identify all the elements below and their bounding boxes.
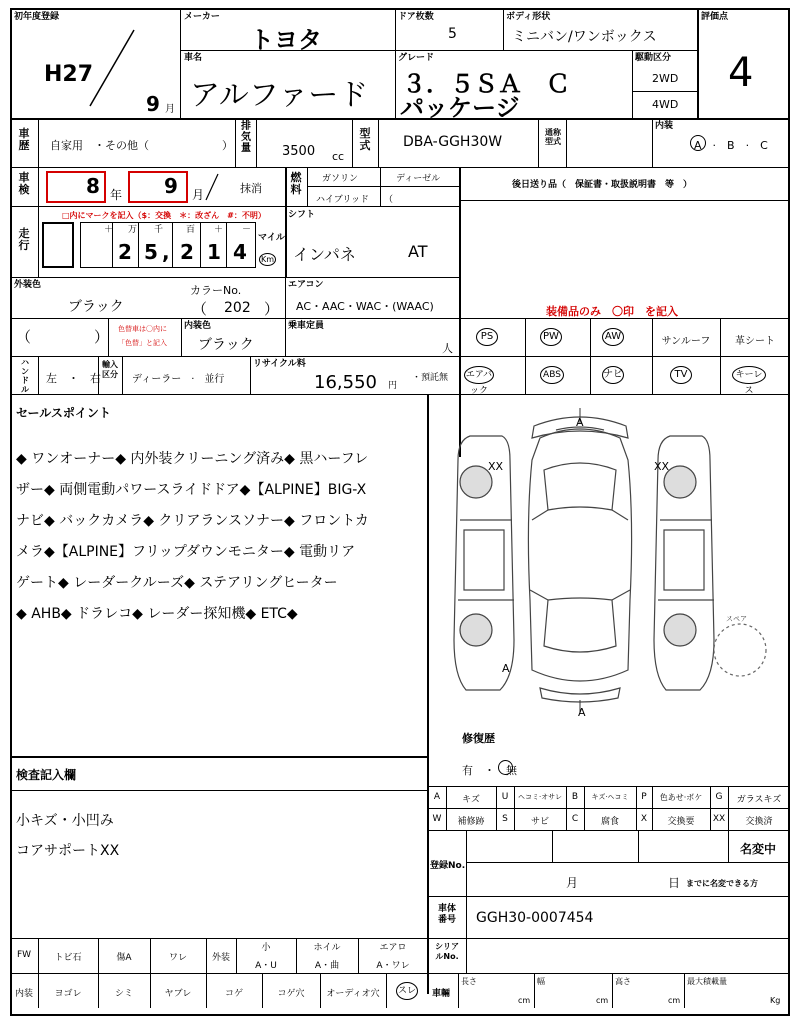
bottom-cell: 外装 bbox=[211, 953, 230, 963]
legend-desc: サビ bbox=[530, 817, 549, 827]
mileage-note: □内にマークを記入（$：交換 ＊：改ざん #：不明） bbox=[62, 211, 266, 220]
divider bbox=[525, 318, 526, 394]
unit-label: 百 bbox=[186, 225, 196, 235]
repair-value: 有 ・ 無 bbox=[462, 764, 517, 777]
grade-line2: パッケージ bbox=[400, 94, 520, 122]
divider bbox=[459, 356, 790, 357]
divider bbox=[250, 356, 251, 394]
unit-label: 万 bbox=[128, 225, 138, 235]
divider bbox=[378, 118, 379, 167]
row-divider bbox=[10, 167, 790, 168]
paren-open: （ bbox=[192, 300, 208, 318]
length-label: 長さ bbox=[461, 977, 477, 986]
year-unit: 年 bbox=[110, 188, 123, 202]
divider bbox=[386, 973, 387, 1008]
int-color-label: 内装色 bbox=[184, 321, 212, 331]
history-label: 車歴 bbox=[18, 127, 30, 152]
mileage-digit: 5 bbox=[144, 240, 158, 264]
mile-label: マイル bbox=[258, 233, 285, 243]
equip-keyless: キーレス bbox=[732, 366, 766, 384]
recycle-fee: 16,550 bbox=[314, 372, 377, 393]
divider bbox=[534, 973, 535, 1008]
legend-code: W bbox=[432, 814, 442, 824]
fuel-paren: （ bbox=[384, 195, 394, 205]
bottom-cell: コゲ穴 bbox=[277, 989, 305, 999]
fuel-label: 燃料 bbox=[290, 171, 302, 196]
sales-line: ◆ ワンオーナー◆ 内外装クリーニング済み◆ 黒ハーフレ bbox=[16, 451, 369, 467]
car-damage-diagram bbox=[430, 400, 786, 720]
inspection-note: コアサポートXX bbox=[16, 843, 120, 859]
recycle-label: リサイクル料 bbox=[253, 359, 306, 369]
first-reg-year: H27 bbox=[44, 62, 94, 87]
paren-close: ） bbox=[264, 300, 280, 318]
divider bbox=[181, 318, 182, 356]
sales-points bbox=[16, 444, 424, 630]
divider bbox=[285, 167, 287, 277]
recycle-unit: 円 bbox=[388, 381, 398, 391]
sales-title: セールスポイント bbox=[16, 406, 111, 420]
unit-label: － bbox=[242, 225, 252, 235]
length-unit: cm bbox=[518, 996, 531, 1005]
paren-close: ） bbox=[94, 328, 110, 346]
divider bbox=[552, 830, 553, 862]
mileage-digit: 1 bbox=[207, 240, 221, 264]
divider bbox=[459, 200, 790, 201]
weight-unit: Kg bbox=[770, 996, 781, 1005]
mileage-marker-box bbox=[42, 222, 74, 268]
slash-mark bbox=[82, 28, 142, 108]
legend-desc: 補修跡 bbox=[457, 817, 485, 827]
weight-label: 最大積載量 bbox=[687, 977, 727, 986]
capacity-label: 乗車定員 bbox=[288, 321, 325, 331]
damage-mark: XX bbox=[654, 460, 670, 473]
deposit: ・預託無 bbox=[412, 373, 449, 383]
height-label: 高さ bbox=[615, 977, 631, 986]
insp-month: 9 bbox=[164, 174, 178, 198]
sales-line: ナビ◆ バックカメラ◆ クリアランスソナー◆ フロントカ bbox=[16, 513, 369, 529]
unit-label: ＋ bbox=[214, 225, 224, 235]
bottom-cell: ワレ bbox=[168, 953, 187, 963]
divider bbox=[235, 118, 236, 167]
legend-desc: キズ·ヘコミ bbox=[591, 793, 629, 801]
mileage-digit: 2 bbox=[118, 240, 132, 264]
ext-color-label: 外装色 bbox=[14, 280, 42, 290]
legend-desc: ガラスキズ bbox=[736, 795, 782, 805]
mileage-label: 走行 bbox=[18, 227, 30, 252]
rating-label: 評価点 bbox=[701, 12, 729, 22]
divider bbox=[428, 938, 790, 939]
inspection-notes-title: 検査記入欄 bbox=[16, 768, 77, 782]
history: 自家用 ・その他（ bbox=[50, 139, 149, 152]
divider bbox=[566, 118, 567, 167]
color-no-label: カラーNo. bbox=[190, 284, 242, 297]
divider bbox=[285, 277, 286, 318]
drive-2wd: 2WD bbox=[652, 72, 679, 85]
divider bbox=[458, 973, 459, 1008]
bottom-cell: ホイル bbox=[313, 943, 341, 953]
divider bbox=[538, 118, 539, 167]
slash-mark bbox=[204, 172, 220, 202]
legend-desc: 色あせ·ボケ bbox=[659, 793, 703, 802]
damage-mark: A bbox=[578, 706, 586, 719]
handle: 左 ・ 右 bbox=[46, 372, 101, 385]
equip-airbag: エアバック bbox=[464, 366, 494, 384]
insp-year: 8 bbox=[86, 174, 100, 198]
divider bbox=[10, 973, 790, 974]
divider bbox=[307, 186, 459, 187]
reg-month-unit: 月 bbox=[566, 876, 579, 890]
legend-code: P bbox=[641, 792, 647, 802]
sales-line: メラ◆【ALPINE】フリップダウンモニター◆ 電動リア bbox=[16, 544, 356, 560]
height-unit: cm bbox=[668, 996, 681, 1005]
fuel-diesel: ディーゼル bbox=[396, 174, 441, 184]
divider bbox=[428, 786, 790, 787]
equip-navi: ナビ bbox=[602, 366, 624, 384]
bottom-cell: 小 bbox=[261, 943, 271, 953]
row-divider bbox=[10, 206, 460, 207]
shift-label: シフト bbox=[288, 210, 316, 220]
color-change-note: 「色替」と記入 bbox=[118, 339, 167, 347]
divider bbox=[652, 318, 653, 394]
common-model-label: 通称型式 bbox=[545, 128, 561, 146]
inspection-note: 小キズ・小凹み bbox=[16, 813, 114, 829]
car-name-label: 車名 bbox=[184, 53, 203, 63]
divider bbox=[428, 896, 790, 897]
sales-line: ゲート◆ レーダークルーズ◆ ステアリングヒーター bbox=[16, 575, 338, 591]
fuel-hybrid: ハイブリッド bbox=[316, 195, 370, 205]
divider bbox=[138, 222, 139, 268]
interior-label: 内装 bbox=[655, 121, 674, 131]
row-divider bbox=[10, 277, 460, 278]
divider bbox=[466, 830, 467, 896]
ac-options: AC・AAC・WAC・(WAAC) bbox=[296, 300, 434, 313]
color-no: 202 bbox=[224, 300, 251, 316]
transmission: AT bbox=[408, 242, 428, 261]
handle-label: ハンドル bbox=[21, 358, 29, 394]
divider bbox=[38, 167, 39, 206]
legend-desc: 交換要 bbox=[667, 817, 695, 827]
color-change-note: 色替車は〇内に bbox=[118, 325, 167, 333]
row-divider bbox=[10, 756, 428, 758]
bottom-cell: エアロ bbox=[379, 943, 407, 953]
unit-label: ＋ bbox=[104, 225, 114, 235]
bottom-cell: シミ bbox=[114, 989, 133, 999]
legend-desc: キズ bbox=[462, 795, 480, 805]
reg-no-label: 登録No. bbox=[430, 861, 466, 871]
spare-label: スペア bbox=[726, 615, 747, 623]
damage-mark: XX bbox=[488, 460, 504, 473]
bottom-cell: A・U bbox=[255, 961, 277, 971]
legend-code: B bbox=[571, 792, 579, 802]
sales-line: ザー◆ 両側電動パワースライドドア◆【ALPINE】BIG-X bbox=[16, 482, 367, 498]
displacement-unit: cc bbox=[332, 150, 345, 163]
divider bbox=[466, 896, 467, 938]
drive-4wd: 4WD bbox=[652, 98, 679, 111]
legend-desc: 腐食 bbox=[600, 817, 619, 827]
legend-desc: 交換済 bbox=[745, 817, 773, 827]
legend-code: G bbox=[715, 792, 723, 802]
displacement: 3500 bbox=[282, 144, 316, 159]
shift: インパネ bbox=[293, 245, 356, 264]
unit-label: 千 bbox=[154, 225, 164, 235]
divider bbox=[466, 938, 467, 973]
grade-label: グレード bbox=[398, 53, 435, 63]
divider bbox=[697, 8, 699, 118]
divider bbox=[38, 356, 39, 394]
docs-label: 後日送り品（ 保証書・取扱説明書 等 ） bbox=[512, 180, 693, 190]
divider bbox=[380, 167, 381, 206]
fuel-gasoline: ガソリン bbox=[322, 174, 359, 184]
ext-color: ブラック bbox=[68, 299, 124, 315]
capacity-unit: 人 bbox=[442, 342, 453, 355]
divider bbox=[172, 222, 173, 268]
damage-mark: A bbox=[576, 416, 584, 429]
divider bbox=[10, 790, 428, 791]
serial-label: シリアルNo. bbox=[435, 942, 459, 961]
legend-code: S bbox=[502, 814, 508, 824]
divider bbox=[226, 222, 227, 268]
bottom-cell: A・ワレ bbox=[376, 961, 410, 971]
bottom-label: FW bbox=[16, 950, 32, 960]
divider bbox=[590, 318, 591, 394]
erased: 抹消 bbox=[240, 182, 262, 195]
divider bbox=[684, 973, 685, 1008]
km-circle: Km bbox=[260, 255, 275, 264]
drive-label: 駆動区分 bbox=[635, 53, 672, 63]
divider bbox=[612, 973, 613, 1008]
divider bbox=[652, 118, 653, 167]
equipment-title: 装備品のみ 〇印 を記入 bbox=[546, 305, 678, 318]
divider bbox=[503, 8, 504, 50]
int-color: ブラック bbox=[198, 337, 254, 353]
equip-tv: TV bbox=[670, 366, 692, 384]
paren-open: （ bbox=[16, 328, 32, 346]
legend-code: A bbox=[433, 792, 441, 802]
name-change: 名変中 bbox=[740, 842, 777, 856]
legend-code: U bbox=[501, 792, 509, 802]
first-reg-label: 初年度登録 bbox=[14, 12, 60, 22]
width-unit: cm bbox=[596, 996, 609, 1005]
bottom-cell: トビ石 bbox=[54, 953, 82, 963]
equip-abs: ABS bbox=[540, 366, 564, 384]
divider bbox=[632, 91, 697, 92]
reg-deadline: までに名変できる方 bbox=[686, 879, 758, 888]
equip-ps: PS bbox=[476, 328, 498, 346]
equip-leather: 革シート bbox=[735, 336, 775, 347]
inspection-label: 車検 bbox=[18, 171, 30, 196]
bottom-cell: ヨゴレ bbox=[54, 989, 82, 999]
reg-day-unit: 日 bbox=[668, 876, 681, 890]
bottom-cell: オーディオ穴 bbox=[326, 989, 380, 999]
bottom-cell: コゲ bbox=[224, 989, 243, 999]
mileage-comma: , bbox=[162, 240, 170, 264]
divider bbox=[122, 356, 123, 394]
ac-label: エアコン bbox=[288, 280, 324, 290]
divider bbox=[38, 206, 39, 277]
divider bbox=[352, 118, 353, 167]
grade-line1: ３．５ＳＡ Ｃ bbox=[402, 70, 570, 98]
dims-label: 車輛 bbox=[432, 989, 451, 999]
divider bbox=[395, 8, 396, 118]
divider bbox=[638, 830, 639, 862]
divider bbox=[38, 118, 39, 167]
divider bbox=[285, 318, 286, 356]
displacement-label: 排気量 bbox=[241, 121, 251, 154]
doors: 5 bbox=[448, 26, 457, 42]
bottom-cell: A・曲 bbox=[314, 961, 340, 971]
divider bbox=[632, 50, 633, 118]
insp-month-box bbox=[128, 171, 188, 203]
first-reg-month: 9 bbox=[146, 92, 160, 116]
repair-label: 修復歴 bbox=[462, 732, 495, 745]
import-label: 輸入区分 bbox=[102, 360, 118, 379]
vin: GGH30-0007454 bbox=[476, 910, 594, 926]
mileage-digit: 2 bbox=[180, 240, 194, 264]
sales-line: ◆ AHB◆ ドラレコ◆ レーダー探知機◆ ETC◆ bbox=[16, 606, 298, 622]
legend-code: X bbox=[640, 814, 648, 824]
mileage-digit: 4 bbox=[233, 240, 247, 264]
car-name: アルファード bbox=[190, 78, 369, 113]
row-divider bbox=[10, 394, 790, 395]
vin-label: 車体番号 bbox=[437, 904, 456, 925]
divider bbox=[466, 862, 790, 863]
model-label: 型式 bbox=[359, 127, 371, 152]
doors-label: ドア枚数 bbox=[398, 12, 434, 22]
divider bbox=[728, 830, 729, 862]
legend-code: XX bbox=[712, 814, 726, 824]
body-type: ミニバン/ワンボックス bbox=[512, 29, 657, 45]
model: DBA-GGH30W bbox=[403, 134, 503, 150]
divider bbox=[428, 808, 790, 809]
row-divider bbox=[10, 356, 460, 357]
divider bbox=[256, 118, 257, 167]
divider bbox=[180, 8, 181, 118]
paren-close: ） bbox=[222, 139, 233, 152]
import-type: ディーラー · 並行 bbox=[132, 374, 225, 385]
legend-desc: ヘコミ·オサレ bbox=[517, 793, 563, 801]
divider bbox=[428, 830, 790, 831]
body-label: ボディ形状 bbox=[506, 12, 551, 22]
equip-sunroof: サンルーフ bbox=[661, 336, 711, 347]
width-label: 幅 bbox=[537, 977, 545, 986]
scuff-circle: スレ bbox=[396, 982, 418, 1000]
maker-label: メーカー bbox=[184, 12, 220, 22]
legend-code: C bbox=[571, 814, 579, 824]
month-unit: 月 bbox=[165, 104, 175, 115]
divider bbox=[200, 222, 201, 268]
divider bbox=[10, 938, 428, 939]
damage-mark: A bbox=[502, 662, 510, 675]
equip-pw: PW bbox=[540, 328, 562, 346]
bottom-label: 内装 bbox=[14, 989, 33, 999]
divider bbox=[720, 318, 721, 394]
bottom-cell: 傷A bbox=[116, 953, 132, 963]
divider bbox=[427, 394, 429, 994]
equip-aw: AW bbox=[602, 328, 624, 346]
bottom-cell: ヤブレ bbox=[164, 989, 192, 999]
rating: 4 bbox=[728, 50, 754, 96]
month-unit-2: 月 bbox=[192, 188, 205, 202]
maker: トヨタ bbox=[250, 26, 322, 54]
interior-grades: A · B · C bbox=[694, 139, 768, 152]
